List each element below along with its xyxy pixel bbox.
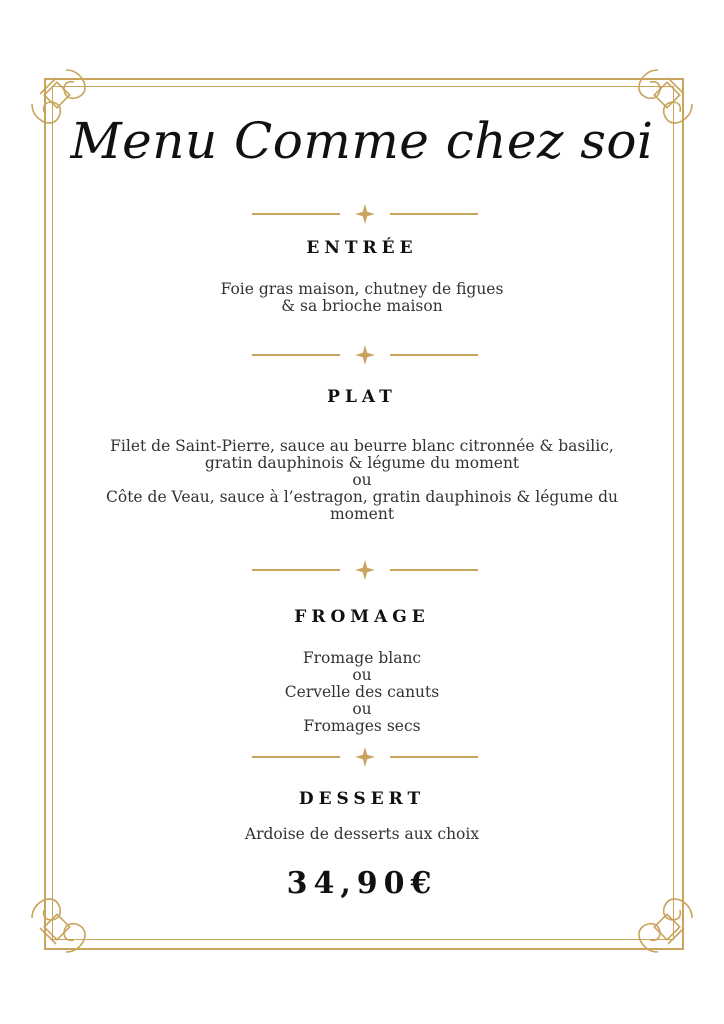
section-heading-plat: PLAT bbox=[327, 387, 397, 407]
menu-line: Filet de Saint-Pierre, sauce au beurre blanc citronnée & basilic, bbox=[110, 437, 614, 455]
section-text-plat bbox=[90, 438, 634, 523]
menu-line: Foie gras maison, chutney de figues bbox=[220, 280, 504, 298]
diamond-star-icon bbox=[355, 345, 375, 365]
section-heading-fromage: FROMAGE bbox=[294, 607, 430, 627]
menu-line: Cervelle des canuts bbox=[284, 683, 440, 701]
corner-ornament-icon bbox=[26, 894, 90, 958]
diamond-star-icon bbox=[355, 560, 375, 580]
divider bbox=[252, 204, 478, 224]
diamond-star-icon bbox=[355, 747, 375, 767]
section-text-fromage bbox=[90, 650, 634, 735]
diamond-star-icon bbox=[355, 204, 375, 224]
section-heading-dessert: DESSERT bbox=[298, 789, 426, 809]
menu-line: Fromages secs bbox=[303, 717, 421, 735]
section-text-dessert bbox=[90, 826, 634, 843]
menu-line: ou bbox=[352, 700, 372, 718]
section-heading-entree: ENTRÉE bbox=[306, 238, 418, 258]
menu-line: Ardoise de desserts aux choix bbox=[244, 825, 480, 843]
menu-line: & sa brioche maison bbox=[281, 297, 443, 315]
menu-line: moment bbox=[329, 505, 395, 523]
menu-title: Menu Comme chez soi bbox=[70, 112, 654, 170]
divider bbox=[252, 560, 478, 580]
divider bbox=[252, 345, 478, 365]
menu-line: Fromage blanc bbox=[302, 649, 422, 667]
menu-price: 34,90€ bbox=[286, 866, 438, 901]
menu-line: gratin dauphinois & légume du moment bbox=[204, 454, 520, 472]
menu-line: Côte de Veau, sauce à l’estragon, gratin dauphinois & légume du bbox=[106, 488, 618, 506]
corner-ornament-icon bbox=[634, 894, 698, 958]
divider bbox=[252, 747, 478, 767]
section-text-entree bbox=[90, 281, 634, 315]
menu-line: ou bbox=[352, 666, 372, 684]
menu-line: ou bbox=[352, 471, 372, 489]
